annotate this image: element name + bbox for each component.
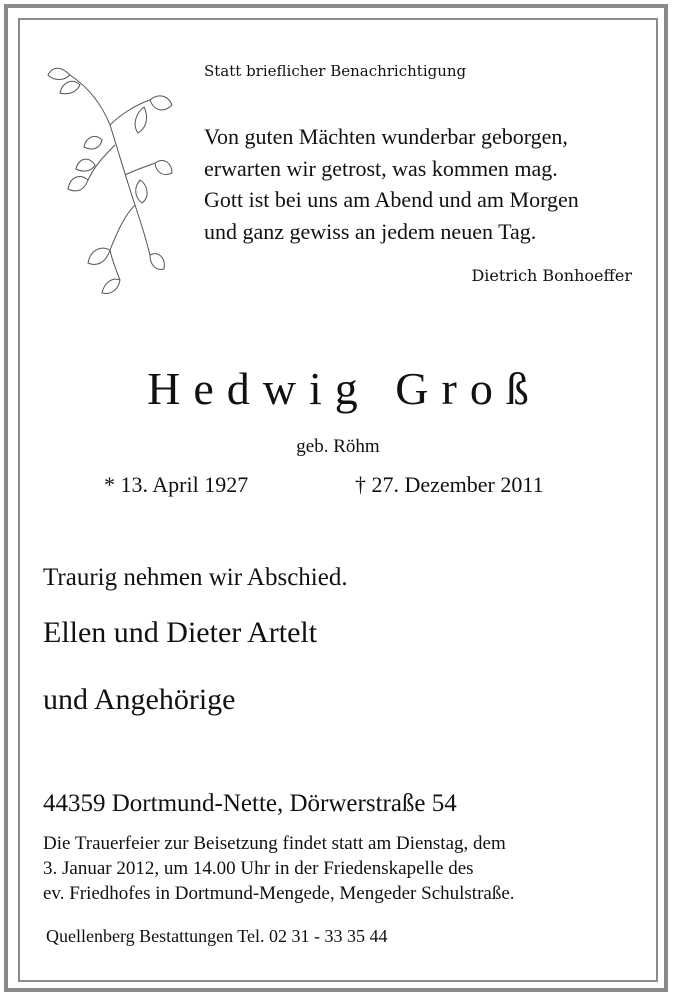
birth-date: * 13. April 1927 (104, 472, 249, 497)
poem-author: Dietrich Bonhoeffer (471, 266, 632, 285)
family-names: Ellen und Dieter Artelt (43, 616, 318, 649)
address: 44359 Dortmund-Nette, Dörwerstraße 54 (43, 790, 457, 817)
poem-line-2: erwarten wir getrost, was kommen mag. (204, 156, 558, 181)
notice-text: Statt brieflicher Benachrichtigung (204, 62, 467, 80)
death-date: † 27. Dezember 2011 (355, 472, 544, 497)
funeral-line-2: 3. Januar 2012, um 14.00 Uhr in der Friedenskapelle des (43, 858, 474, 879)
relatives: und Angehörige (43, 683, 236, 716)
deceased-name: Hedwig Groß (147, 363, 542, 414)
maiden-name: geb. Röhm (296, 436, 380, 457)
poem-line-1: Von guten Mächten wunderbar geborgen, (204, 124, 568, 149)
poem-line-3: Gott ist bei uns am Abend und am Morgen (204, 187, 579, 212)
mourning-intro: Traurig nehmen wir Abschied. (43, 564, 348, 591)
undertaker: Quellenberg Bestattungen Tel. 02 31 - 33 35 44 (46, 926, 388, 946)
funeral-line-1: Die Trauerfeier zur Beisetzung findet statt am Dienstag, dem (43, 833, 506, 854)
poem-line-4: und ganz gewiss an jedem neuen Tag. (204, 219, 537, 244)
birch-leaves-icon (40, 55, 180, 295)
funeral-line-3: ev. Friedhofes in Dortmund-Mengede, Mengeder Schulstraße. (43, 883, 515, 904)
